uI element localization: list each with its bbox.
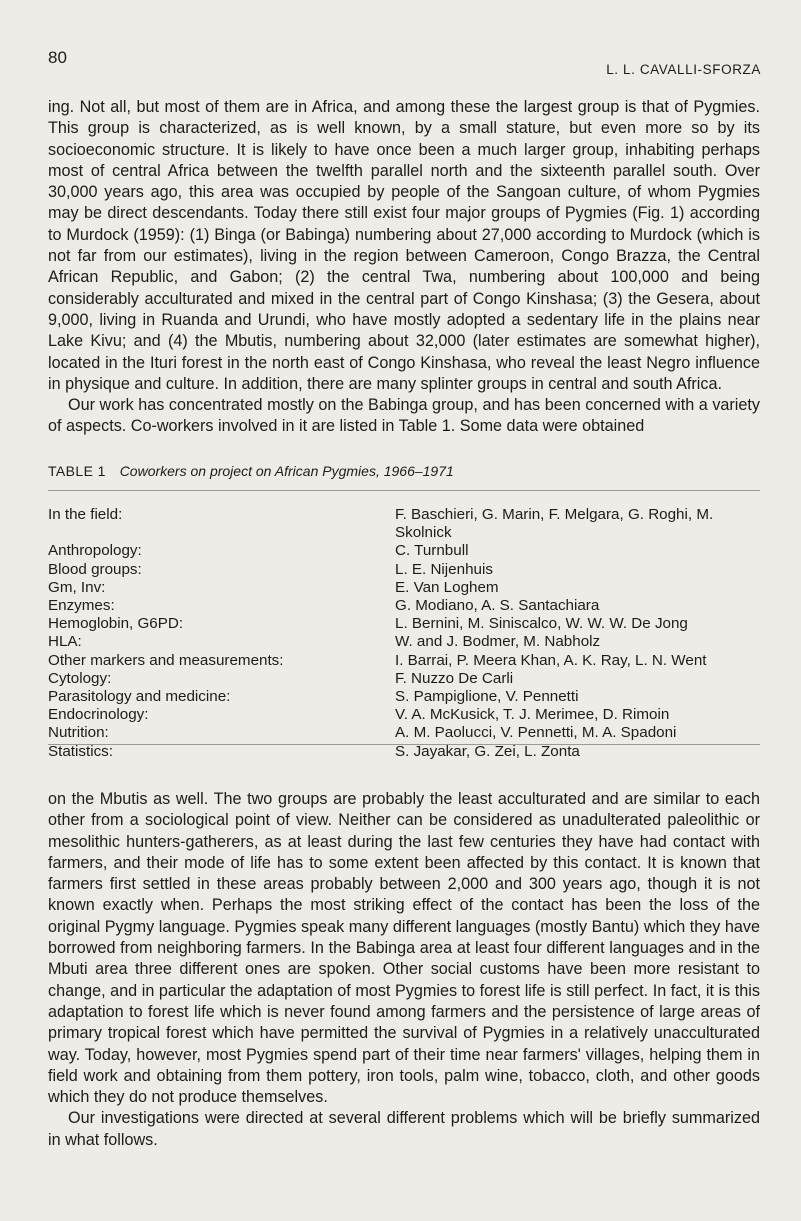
body-text-bottom xyxy=(48,789,760,1151)
coworkers-table xyxy=(48,506,768,761)
field-label: Nutrition: xyxy=(48,724,109,742)
running-head: L. L. CAVALLI-SFORZA xyxy=(606,62,761,77)
coworker-names: F. Nuzzo De Carli xyxy=(395,669,514,687)
table-bottom-rule xyxy=(48,744,760,745)
paragraph: Our work has concentrated mostly on the Babinga group, and has been concerned with a variety of aspects. Co-workers involved in it are listed in Table 1. Some data were obtained xyxy=(48,396,760,436)
field-label: In the field: xyxy=(48,506,123,523)
coworker-names: L. E. Nijenhuis xyxy=(395,560,493,578)
table-caption xyxy=(48,463,760,479)
table-row xyxy=(48,724,768,742)
table-row xyxy=(48,506,768,542)
coworker-names: C. Turnbull xyxy=(395,542,469,560)
table-row xyxy=(48,579,768,597)
field-label: HLA: xyxy=(48,633,82,651)
field-label: Statistics: xyxy=(48,742,113,760)
field-label: Hemoglobin, G6PD: xyxy=(48,615,184,633)
page-number: 80 xyxy=(48,48,67,67)
coworker-names: E. Van Loghem xyxy=(395,578,499,596)
coworker-names: W. and J. Bodmer, M. Nabholz xyxy=(395,633,601,651)
coworker-names: I. Barrai, P. Meera Khan, A. K. Ray, L. N. Went xyxy=(395,651,707,669)
field-label: Other markers and measurements: xyxy=(48,651,284,669)
paragraph: ing. Not all, but most of them are in Africa, and among these the largest group is that of Pygmies. This group is characterized, as is well known, by a small stature, but even more so by its socioeconomic structure. It is likely to have once been a much larger group, inhabiting perhaps most of central Africa between the twelfth parallel north and the sixteenth parallel south. Over 30,000 years ago, this area was occupied by people of the Sangoan culture, of whom Pygmies may be direct descendants. Today there still exist four major groups of Pygmies (Fig. 1) according to Murdock (1959): (1) Binga (or Babinga) numbering about 27,000 according to Murdock (which is not far from our estimates), living in the region between Cameroon, Congo Brazza, the Central African Republic, and Gabon; (2) the central Twa, numbering about 100,000 and being considerably acculturated and mixed in the central part of Congo Kinshasa; (3) the Gesera, about 9,000, living in Ruanda and Urundi, who have mostly adopted a sedentary life in the plains near Lake Kivu; and (4) the Mbutis, numbering about 32,000 (later estimates are somewhat higher), located in the Ituri forest in the north east of Congo Kinshasa, who reveal the least Negro influence in physique and culture. In addition, there are many splinter groups in central and south Africa. xyxy=(48,98,760,393)
field-label: Gm, Inv: xyxy=(48,578,106,596)
table-row xyxy=(48,706,768,724)
field-label: Anthropology: xyxy=(48,542,142,560)
table-row xyxy=(48,597,768,615)
body-text-top xyxy=(48,97,760,438)
table-row xyxy=(48,615,768,633)
field-label: Parasitology and medicine: xyxy=(48,688,231,706)
field-label: Cytology: xyxy=(48,669,112,687)
table-row xyxy=(48,652,768,670)
coworker-names: V. A. McKusick, T. J. Merimee, D. Rimoin xyxy=(395,706,670,724)
coworker-names: F. Baschieri, G. Marin, F. Melgara, G. Roghi, M. Skolnick xyxy=(395,506,714,542)
coworker-names: S. Jayakar, G. Zei, L. Zonta xyxy=(395,742,580,760)
table-row xyxy=(48,633,768,651)
coworker-names: G. Modiano, A. S. Santachiara xyxy=(395,597,600,615)
field-label: Enzymes: xyxy=(48,597,115,615)
paragraph: on the Mbutis as well. The two groups are probably the least acculturated and are similar to each other from a sociological point of view. Neither can be considered as unadulterated paleolithic or mesolithic hunters-gatherers, as at least during the last few centuries they have had contact with farmers, and their mode of life has to some extent been affected by this contact. It is known that farmers first settled in these areas probably between 2,000 and 300 years ago, though it is not known exactly when. Perhaps the most striking effect of the contact has been the loss of the original Pygmy language. Pygmies speak many different languages (mostly Bantu) which they have borrowed from neighboring farmers. In the Babinga area at least four different languages and in the Mbuti area three different ones are spoken. Other social customs have been more resistant to change, and in particular the adaptation of most Pygmies to forest life is still perfect. In fact, it is this adaptation to forest life which is never found among farmers and the persistence of large areas of primary tropical forest which have permitted the survival of Pygmies in a relatively unacculturated way. Today, however, most Pygmies spend part of their time near farmers' villages, helping them in field work and obtaining from them pottery, iron tools, palm wine, tobacco, cloth, and other goods which they do not produce themselves. xyxy=(48,790,760,1107)
paragraph: Our investigations were directed at several different problems which will be briefly summarized in what follows. xyxy=(48,1109,760,1149)
table-label: TABLE 1 xyxy=(48,463,106,479)
table-title: Coworkers on project on African Pygmies, 1966–1971 xyxy=(119,463,454,479)
field-label: Blood groups: xyxy=(48,560,142,578)
table-row xyxy=(48,542,768,560)
table-row xyxy=(48,688,768,706)
coworker-names: L. Bernini, M. Siniscalco, W. W. W. De Jong xyxy=(395,615,688,633)
table-row xyxy=(48,561,768,579)
coworker-names: A. M. Paolucci, V. Pennetti, M. A. Spadoni xyxy=(395,724,677,742)
table-row xyxy=(48,670,768,688)
table-top-rule xyxy=(48,490,760,491)
table-row xyxy=(48,743,768,761)
field-label: Endocrinology: xyxy=(48,706,149,724)
coworker-names: S. Pampiglione, V. Pennetti xyxy=(395,688,579,706)
